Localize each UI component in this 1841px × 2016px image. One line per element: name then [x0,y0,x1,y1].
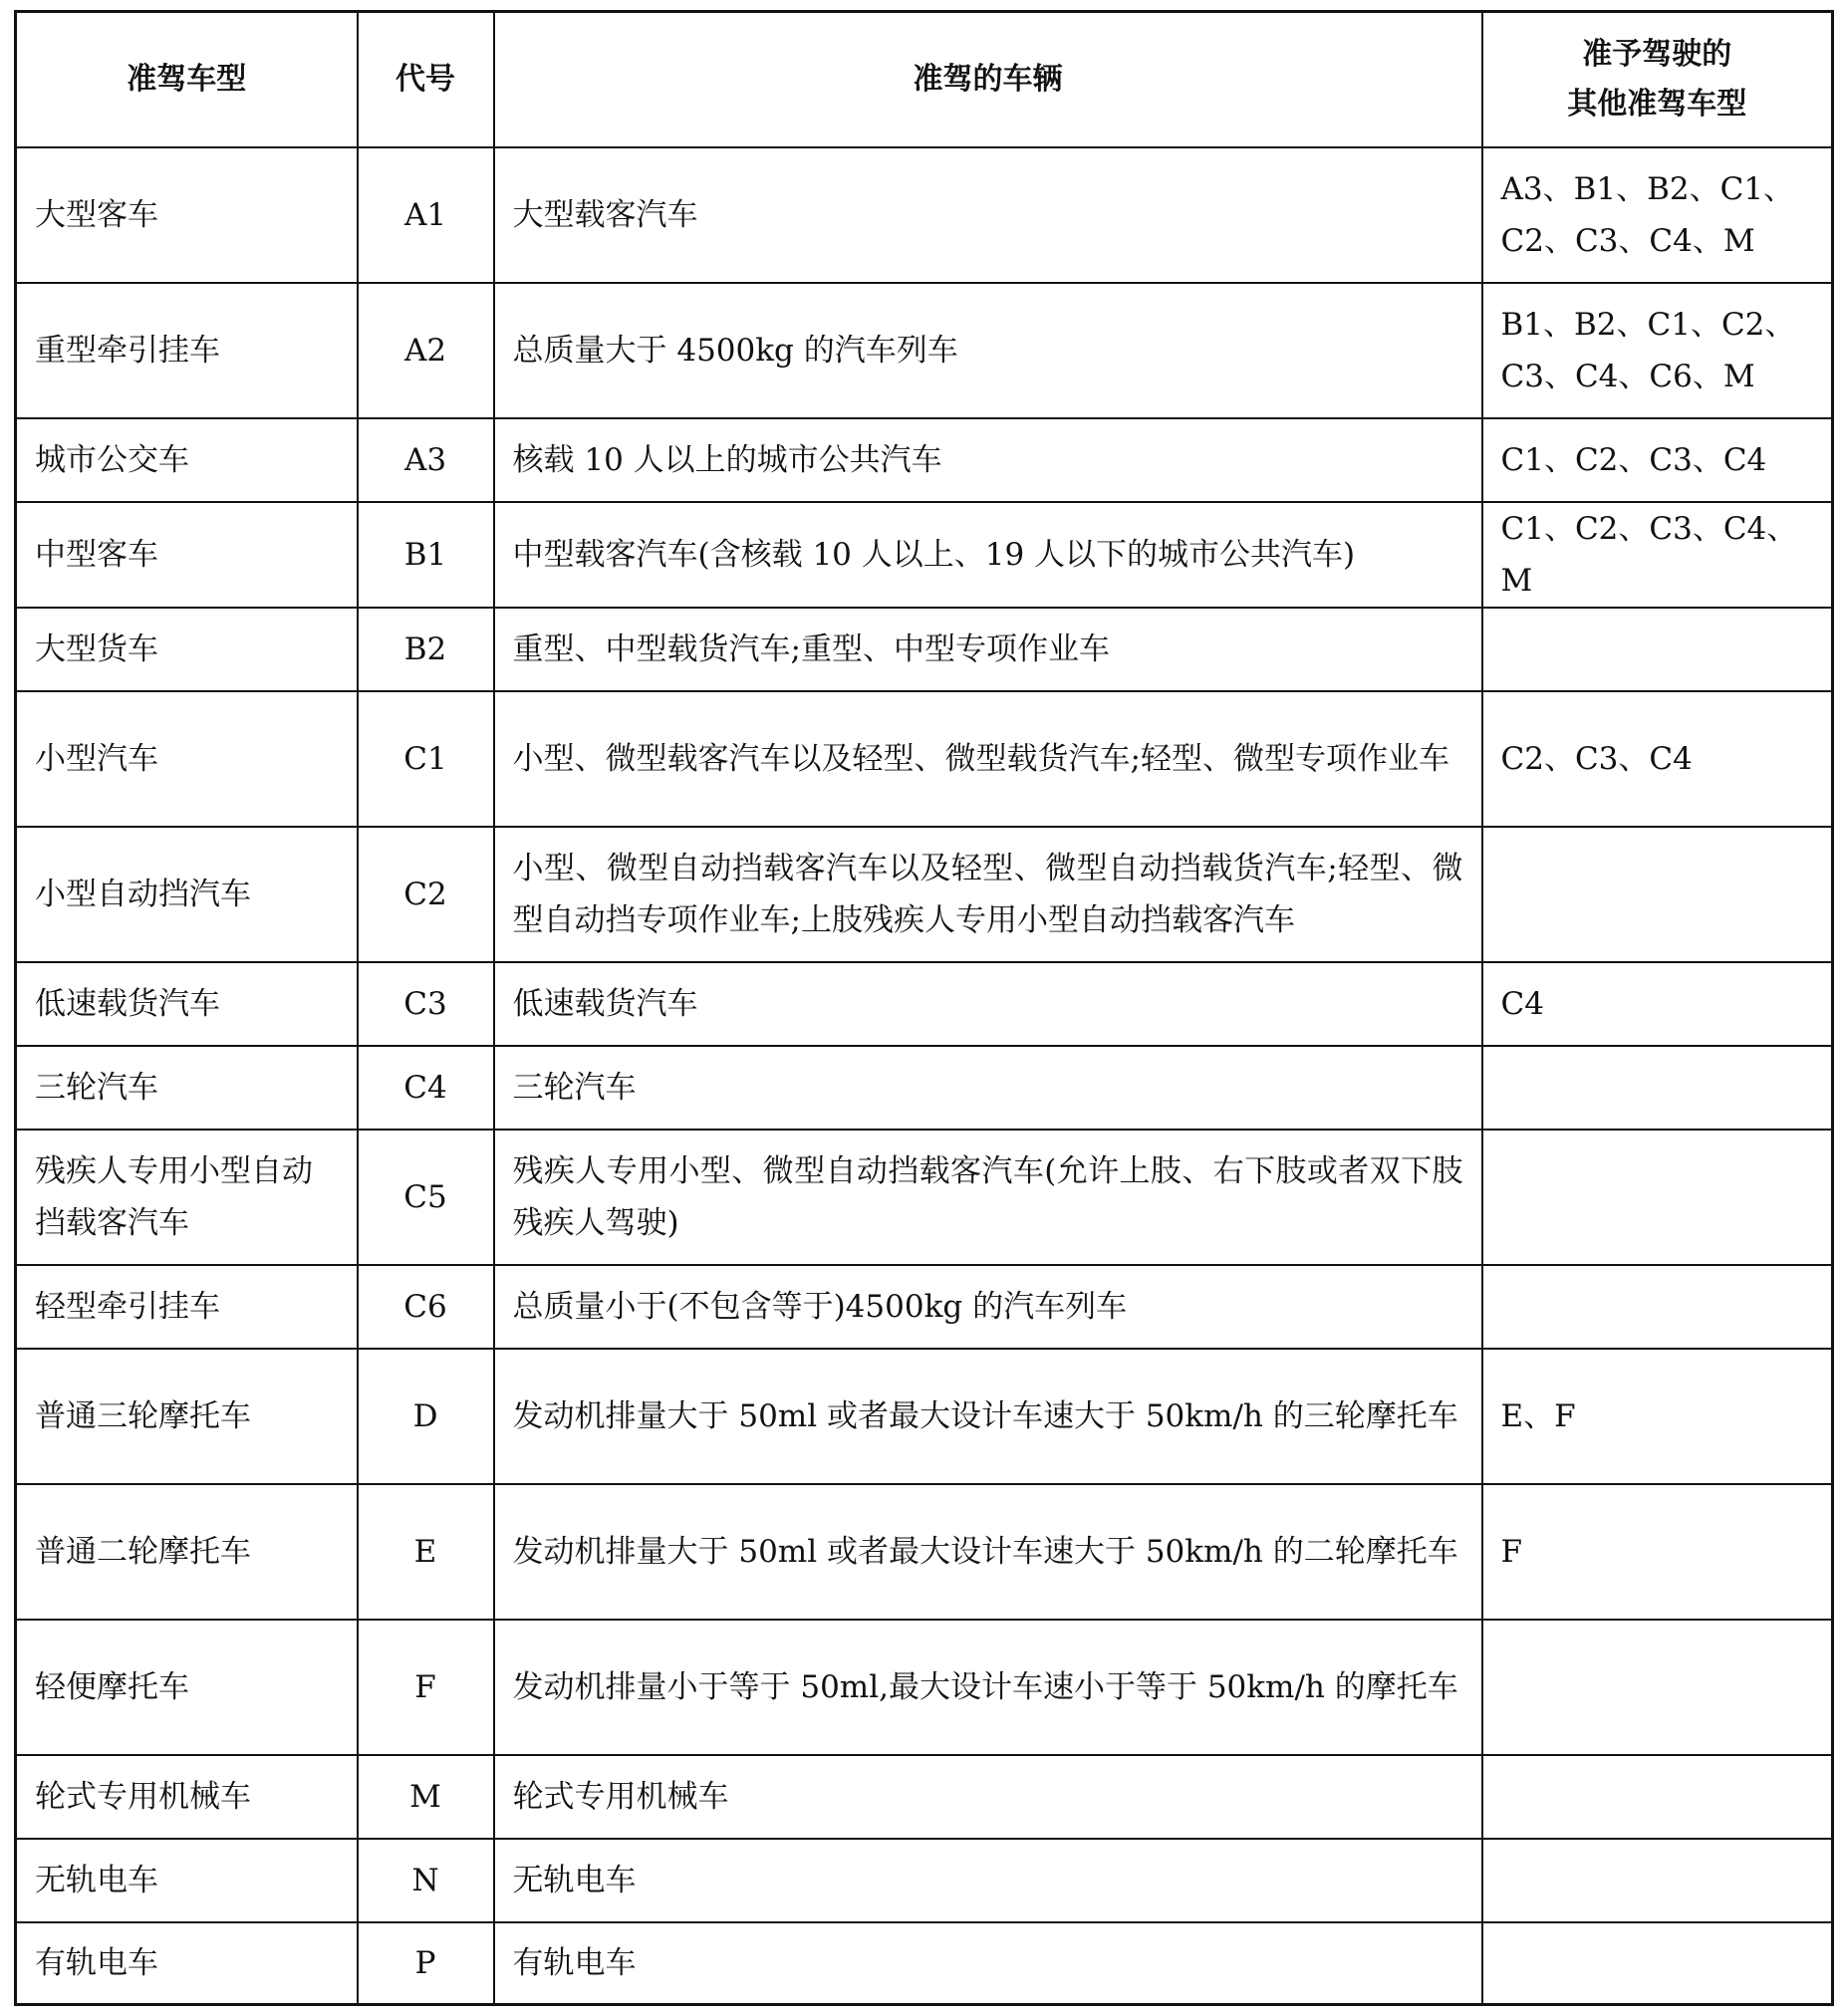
cell-other-permitted-types [1482,1620,1833,1755]
cell-code: A3 [358,418,494,502]
cell-license-type: 残疾人专用小型自动挡载客汽车 [16,1130,358,1265]
cell-permitted-vehicles: 轮式专用机械车 [494,1755,1482,1839]
table-row [16,1265,1833,1349]
cell-license-type: 有轨电车 [16,1922,358,2005]
cell-license-type: 大型客车 [16,147,358,283]
cell-permitted-vehicles: 核载 10 人以上的城市公共汽车 [494,418,1482,502]
cell-license-type: 轻型牵引挂车 [16,1265,358,1349]
table-row [16,1839,1833,1922]
table-row [16,608,1833,691]
cell-permitted-vehicles: 大型载客汽车 [494,147,1482,283]
table-row [16,1130,1833,1265]
license-table-container [14,10,1831,2006]
cell-code: B2 [358,608,494,691]
cell-other-permitted-types: A3、B1、B2、C1、C2、C3、C4、M [1482,147,1833,283]
cell-permitted-vehicles: 发动机排量大于 50ml 或者最大设计车速大于 50km/h 的三轮摩托车 [494,1349,1482,1484]
cell-permitted-vehicles: 发动机排量小于等于 50ml,最大设计车速小于等于 50km/h 的摩托车 [494,1620,1482,1755]
cell-code: M [358,1755,494,1839]
cell-license-type: 三轮汽车 [16,1046,358,1130]
cell-code: F [358,1620,494,1755]
cell-permitted-vehicles: 小型、微型自动挡载客汽车以及轻型、微型自动挡载货汽车;轻型、微型自动挡专项作业车;上肢残疾人专用小型自动挡载客汽车 [494,827,1482,962]
cell-other-permitted-types: C2、C3、C4 [1482,691,1833,827]
table-row [16,418,1833,502]
header-other-line2: 其他准驾车型 [1567,87,1747,122]
cell-license-type: 低速载货汽车 [16,962,358,1046]
cell-permitted-vehicles: 有轨电车 [494,1922,1482,2005]
table-row [16,1755,1833,1839]
cell-other-permitted-types [1482,1130,1833,1265]
license-class-table [14,10,1834,2006]
cell-permitted-vehicles: 三轮汽车 [494,1046,1482,1130]
cell-code: A2 [358,283,494,418]
cell-permitted-vehicles: 发动机排量大于 50ml 或者最大设计车速大于 50km/h 的二轮摩托车 [494,1484,1482,1620]
cell-other-permitted-types: F [1482,1484,1833,1620]
cell-other-permitted-types: C1、C2、C3、C4 [1482,418,1833,502]
cell-license-type: 小型自动挡汽车 [16,827,358,962]
header-code: 代号 [358,12,494,148]
cell-code: B1 [358,502,494,608]
cell-code: C4 [358,1046,494,1130]
cell-other-permitted-types: C1、C2、C3、C4、M [1482,502,1833,608]
cell-license-type: 小型汽车 [16,691,358,827]
cell-code: C5 [358,1130,494,1265]
cell-other-permitted-types [1482,1922,1833,2005]
cell-permitted-vehicles: 无轨电车 [494,1839,1482,1922]
cell-license-type: 无轨电车 [16,1839,358,1922]
cell-other-permitted-types: E、F [1482,1349,1833,1484]
table-row [16,1922,1833,2005]
cell-code: C6 [358,1265,494,1349]
cell-other-permitted-types [1482,827,1833,962]
cell-other-permitted-types [1482,1046,1833,1130]
cell-permitted-vehicles: 中型载客汽车(含核载 10 人以上、19 人以下的城市公共汽车) [494,502,1482,608]
cell-permitted-vehicles: 重型、中型载货汽车;重型、中型专项作业车 [494,608,1482,691]
table-row [16,1620,1833,1755]
cell-license-type: 普通二轮摩托车 [16,1484,358,1620]
table-row [16,1484,1833,1620]
cell-other-permitted-types: B1、B2、C1、C2、C3、C4、C6、M [1482,283,1833,418]
table-header-row [16,12,1833,148]
cell-license-type: 普通三轮摩托车 [16,1349,358,1484]
cell-permitted-vehicles: 总质量大于 4500kg 的汽车列车 [494,283,1482,418]
cell-permitted-vehicles: 总质量小于(不包含等于)4500kg 的汽车列车 [494,1265,1482,1349]
cell-license-type: 中型客车 [16,502,358,608]
table-row [16,1046,1833,1130]
cell-code: N [358,1839,494,1922]
cell-other-permitted-types [1482,1755,1833,1839]
cell-other-permitted-types: C4 [1482,962,1833,1046]
cell-permitted-vehicles: 小型、微型载客汽车以及轻型、微型载货汽车;轻型、微型专项作业车 [494,691,1482,827]
header-other-line1: 准予驾驶的 [1582,37,1732,72]
table-row [16,962,1833,1046]
cell-other-permitted-types [1482,1265,1833,1349]
cell-code: C3 [358,962,494,1046]
header-other-permitted-types [1482,12,1833,148]
cell-code: P [358,1922,494,2005]
table-row [16,691,1833,827]
cell-permitted-vehicles: 残疾人专用小型、微型自动挡载客汽车(允许上肢、右下肢或者双下肢残疾人驾驶) [494,1130,1482,1265]
table-row [16,283,1833,418]
cell-license-type: 城市公交车 [16,418,358,502]
cell-license-type: 轻便摩托车 [16,1620,358,1755]
table-row [16,827,1833,962]
header-license-type: 准驾车型 [16,12,358,148]
cell-license-type: 重型牵引挂车 [16,283,358,418]
header-permitted-vehicles: 准驾的车辆 [494,12,1482,148]
cell-license-type: 大型货车 [16,608,358,691]
table-row [16,147,1833,283]
cell-code: C2 [358,827,494,962]
cell-permitted-vehicles: 低速载货汽车 [494,962,1482,1046]
cell-code: D [358,1349,494,1484]
cell-code: A1 [358,147,494,283]
table-row [16,1349,1833,1484]
table-row [16,502,1833,608]
cell-license-type: 轮式专用机械车 [16,1755,358,1839]
cell-other-permitted-types [1482,608,1833,691]
cell-code: E [358,1484,494,1620]
cell-other-permitted-types [1482,1839,1833,1922]
cell-code: C1 [358,691,494,827]
